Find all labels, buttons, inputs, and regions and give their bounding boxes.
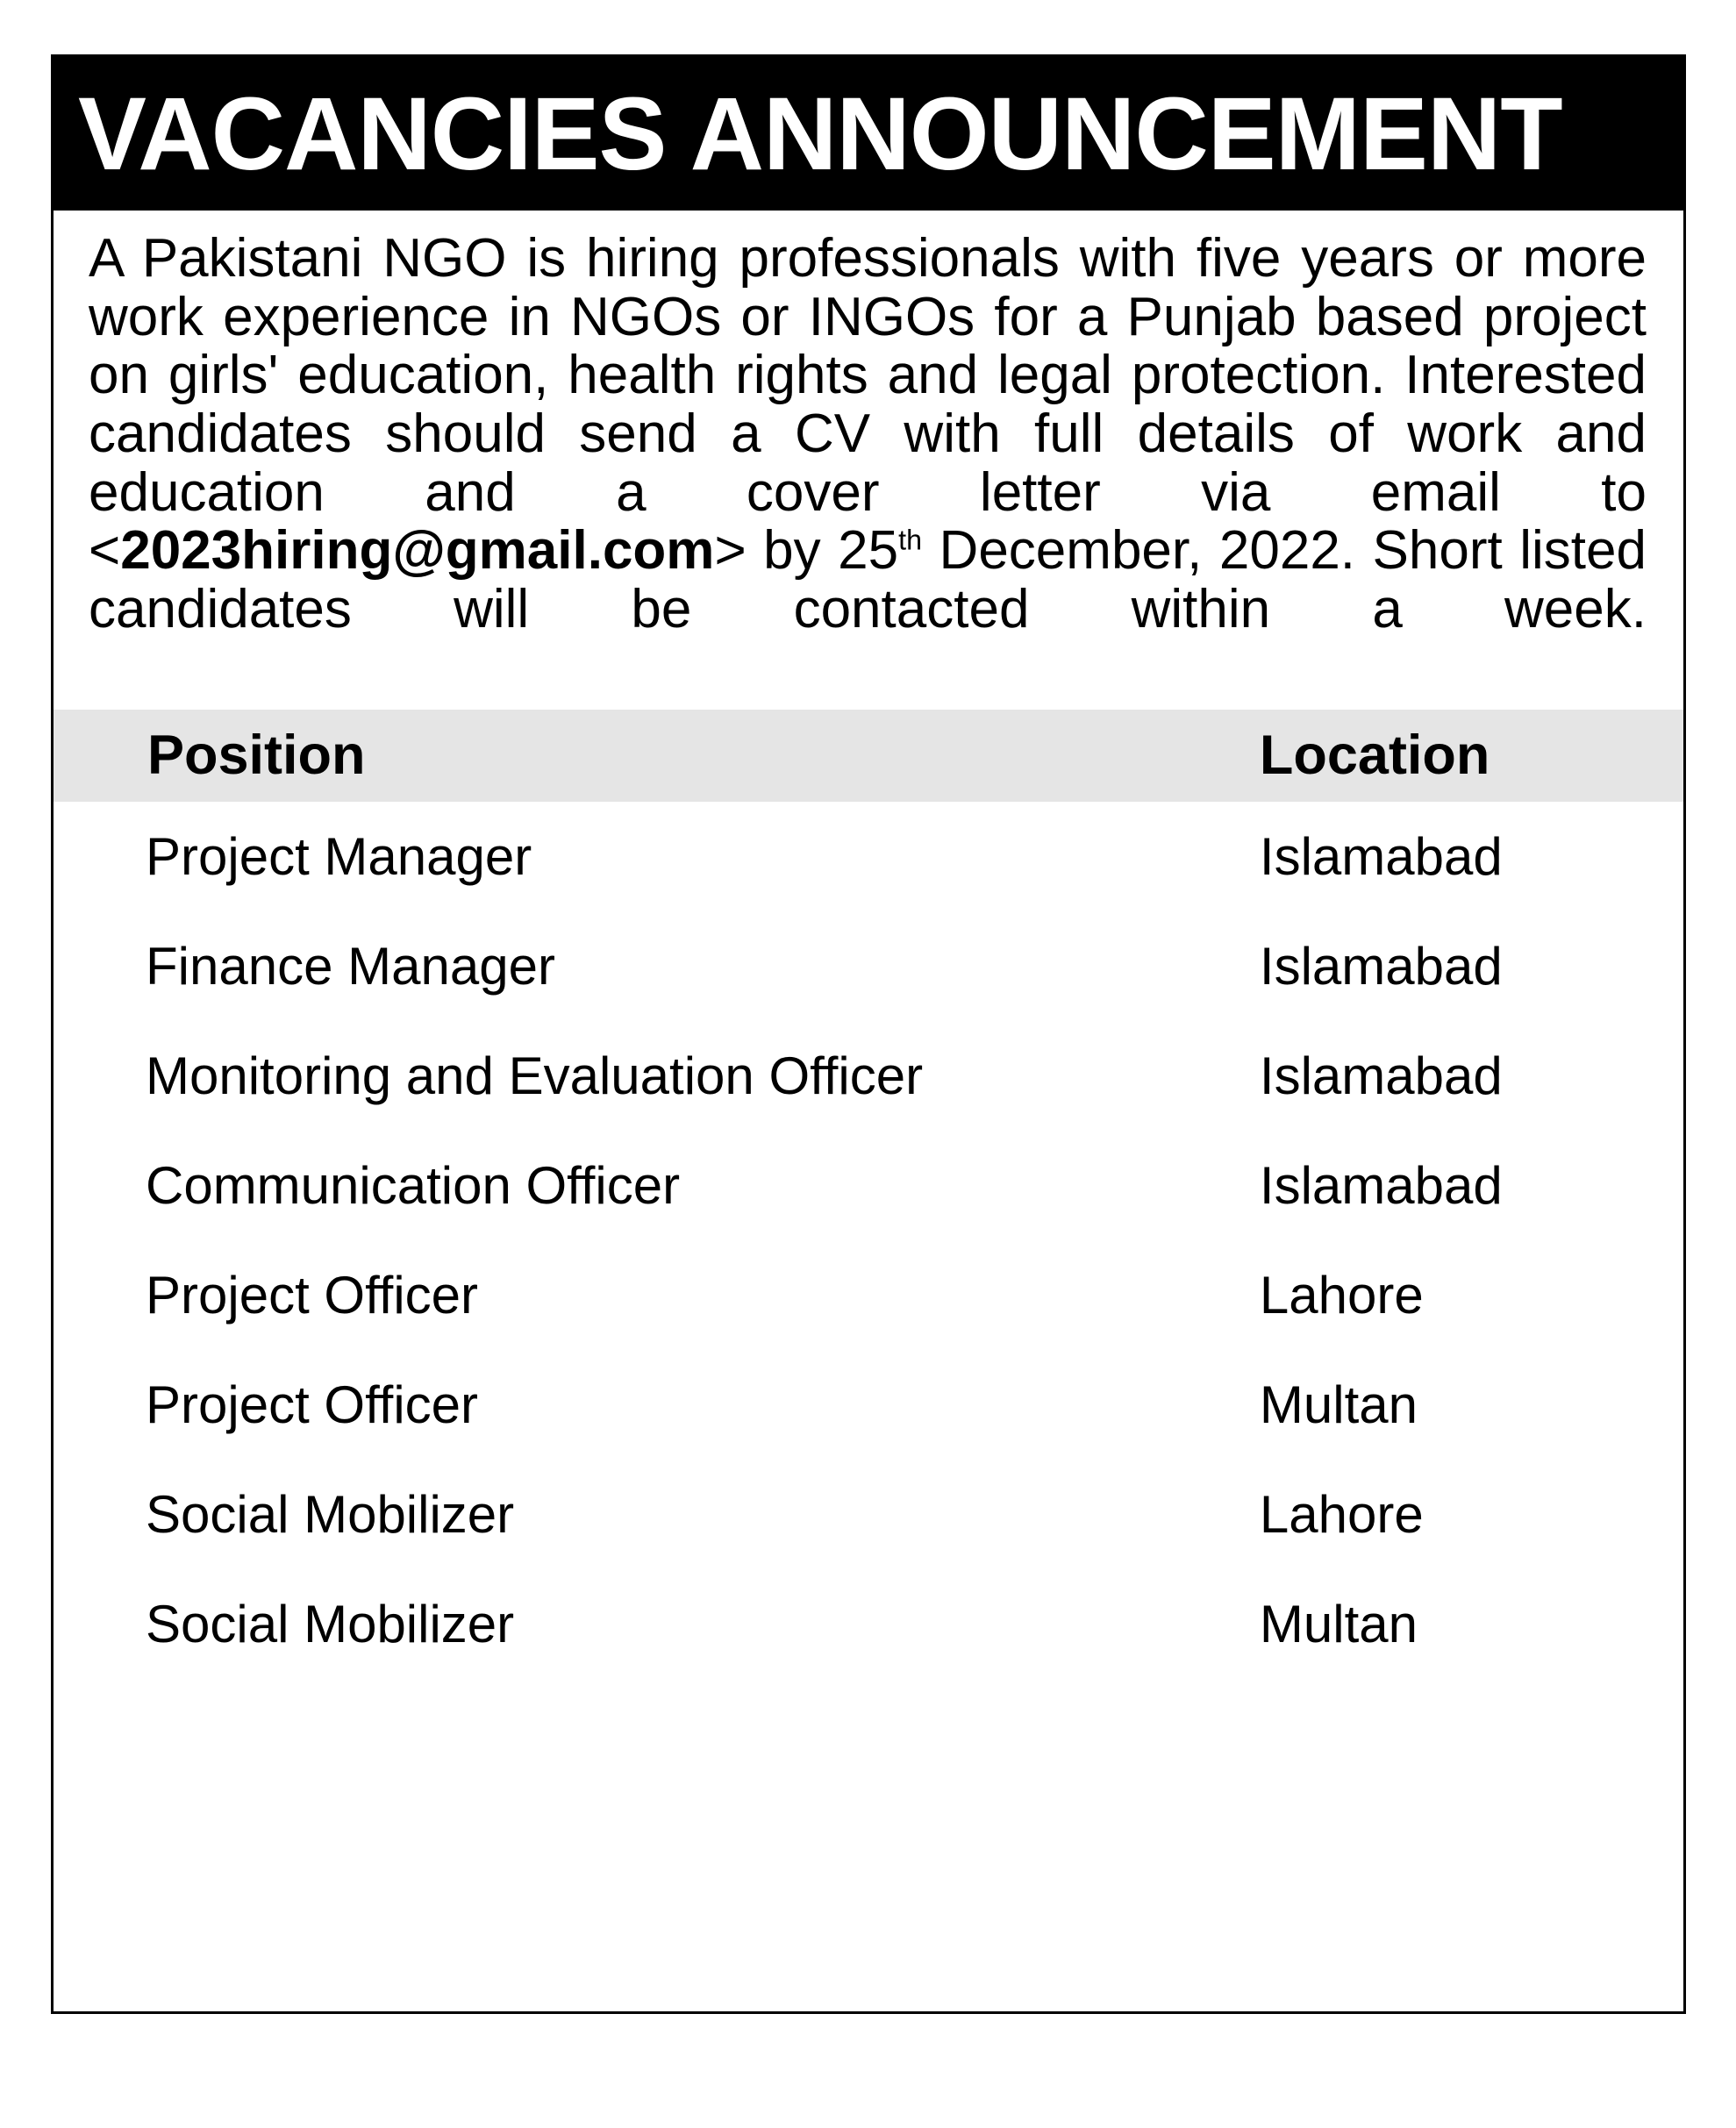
paragraph-text-part-2: > by 25 bbox=[714, 520, 899, 582]
table-row bbox=[54, 1350, 1683, 1460]
vacancies-table bbox=[54, 710, 1683, 1679]
cell-position: Monitoring and Evaluation Officer bbox=[146, 1046, 924, 1106]
cell-location-label: Lahore bbox=[1259, 1485, 1424, 1545]
table-row bbox=[54, 802, 1683, 911]
contact-email[interactable]: 2023hiring@gmail.com bbox=[120, 520, 715, 582]
cell-location-label: Multan bbox=[1259, 1375, 1418, 1435]
table-row bbox=[54, 1460, 1683, 1569]
body-section bbox=[54, 211, 1683, 697]
cell-location-label: Islamabad bbox=[1259, 1156, 1503, 1216]
cell-location-label: Islamabad bbox=[1259, 827, 1503, 887]
cell-position: Social Mobilizer bbox=[146, 1485, 515, 1545]
paragraph-text-part-1: A Pakistani NGO is hiring professionals with five years or more work experience in NGOs or INGOs for a Punjab based project on girls' education, health rights and legal protection. Interested candidates should send a CV with full details of work and education and a cover letter via email to < bbox=[89, 228, 1647, 582]
cell-location-label: Islamabad bbox=[1259, 1046, 1503, 1106]
column-header-location: Location bbox=[1259, 724, 1490, 786]
table-row bbox=[54, 1240, 1683, 1350]
table-row bbox=[54, 1569, 1683, 1679]
cell-location bbox=[1260, 1350, 1683, 1460]
cell-location bbox=[1260, 911, 1683, 1021]
cell-location-label: Lahore bbox=[1259, 1266, 1424, 1325]
cell-location bbox=[1260, 1240, 1683, 1350]
cell-location bbox=[1260, 1460, 1683, 1569]
cell-position: Social Mobilizer bbox=[146, 1595, 515, 1654]
cell-location bbox=[1260, 1569, 1683, 1679]
table-row bbox=[54, 1021, 1683, 1131]
cell-position: Project Manager bbox=[146, 827, 532, 887]
cell-position: Project Officer bbox=[146, 1266, 479, 1325]
cell-location-label: Multan bbox=[1259, 1595, 1418, 1654]
cell-location bbox=[1260, 1021, 1683, 1131]
paragraph-text-part-3: December, 2022. Short listed candidates will be contacted within a week. bbox=[89, 520, 1647, 639]
cell-position: Project Officer bbox=[146, 1375, 479, 1435]
cell-position: Communication Officer bbox=[146, 1156, 681, 1216]
cell-location bbox=[1260, 1131, 1683, 1240]
advertisement-box bbox=[51, 54, 1686, 2014]
table-row bbox=[54, 1131, 1683, 1240]
page-title: VACANCIES ANNOUNCEMENT bbox=[78, 75, 1562, 192]
cell-location bbox=[1260, 802, 1683, 911]
title-bar bbox=[54, 57, 1683, 211]
vacancies-table-body bbox=[54, 802, 1683, 1679]
vacancies-table-head bbox=[54, 710, 1683, 802]
announcement-paragraph bbox=[89, 230, 1647, 697]
cell-location-label: Islamabad bbox=[1259, 937, 1503, 996]
table-header-row bbox=[54, 710, 1683, 802]
cell-position: Finance Manager bbox=[146, 937, 555, 996]
table-row bbox=[54, 911, 1683, 1021]
date-ordinal-suffix: th bbox=[898, 524, 923, 556]
column-header-position: Position bbox=[147, 724, 366, 786]
